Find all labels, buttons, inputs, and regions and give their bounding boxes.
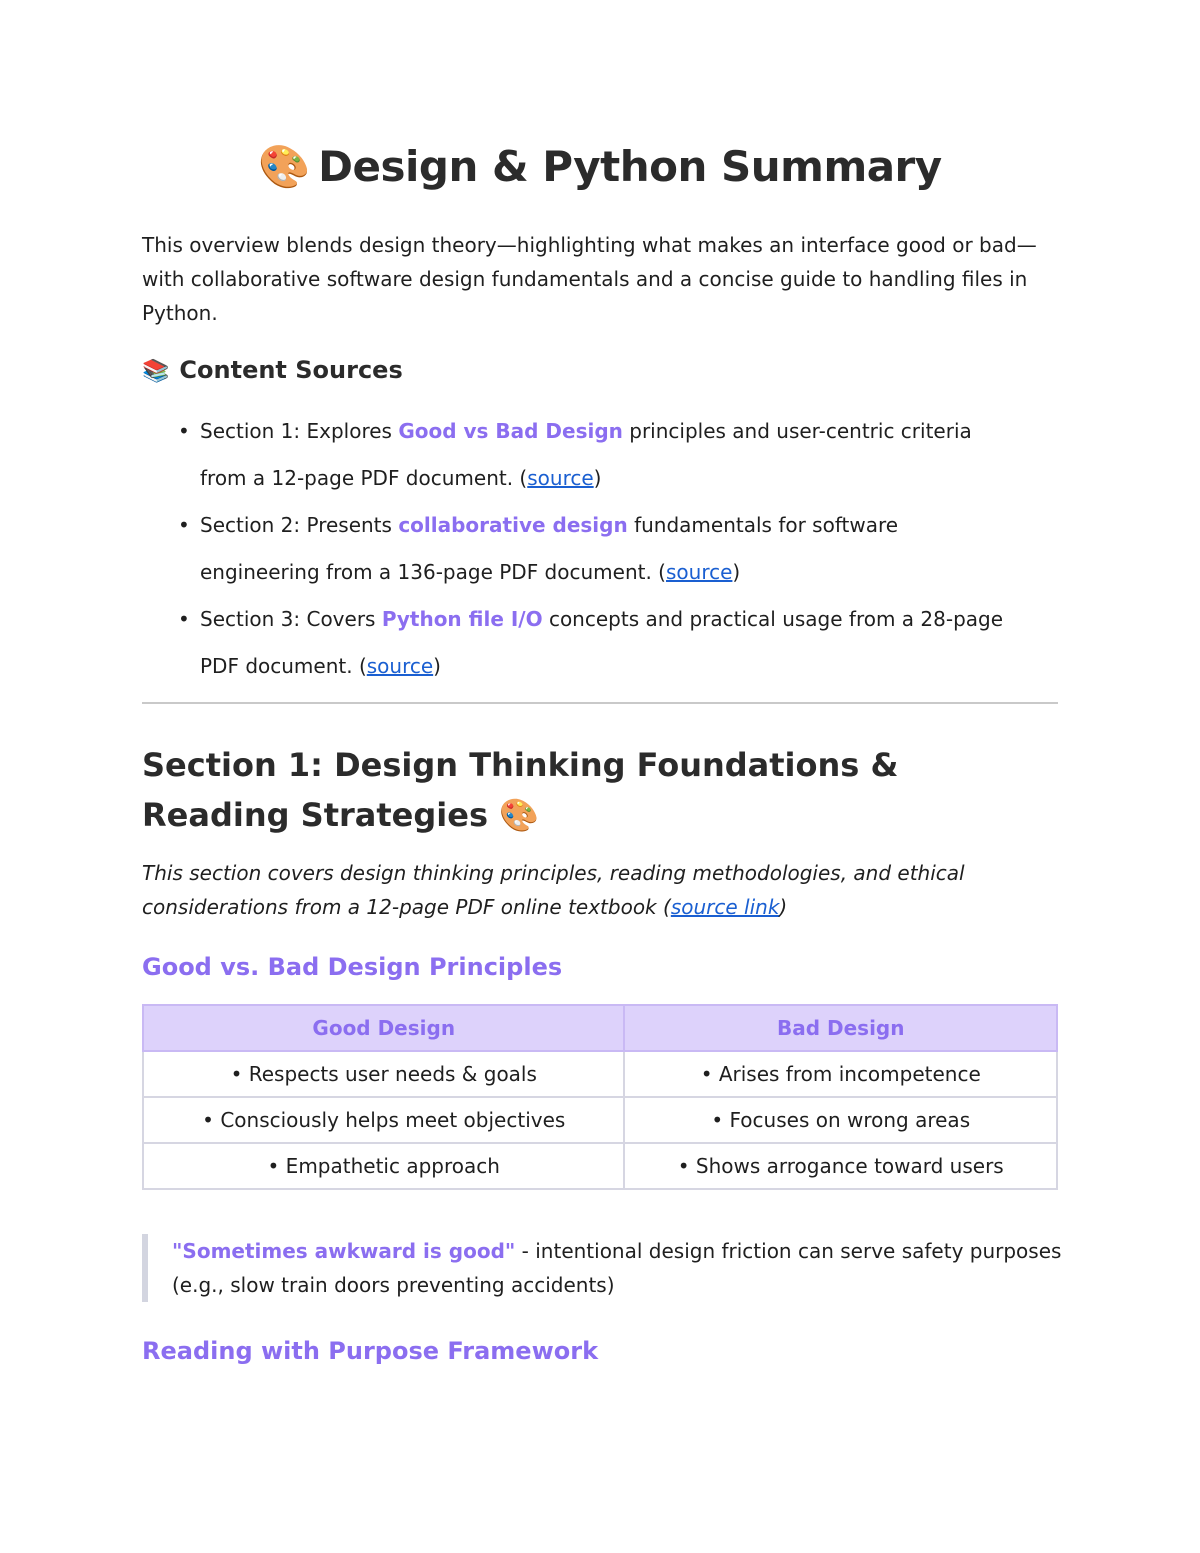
- section-1-description: [142, 856, 1058, 924]
- source-topic: Python file I/O: [381, 607, 543, 631]
- table-row: [143, 1051, 1057, 1097]
- table-row: [143, 1143, 1057, 1189]
- section-1-title: [142, 740, 1022, 840]
- source-item-suffix: ): [433, 654, 441, 678]
- table-cell: • Shows arrogance toward users: [624, 1143, 1057, 1189]
- table-row: [143, 1097, 1057, 1143]
- source-link[interactable]: source: [527, 466, 594, 490]
- source-item-3: [178, 596, 1018, 690]
- table-header-row: [143, 1005, 1057, 1051]
- content-sources-heading-text: Content Sources: [179, 356, 403, 384]
- quote-highlight: "Sometimes awkward is good": [172, 1239, 516, 1263]
- reading-framework-heading: Reading with Purpose Framework: [142, 1337, 599, 1365]
- table-cell: • Arises from incompetence: [624, 1051, 1057, 1097]
- source-item-prefix: Section 3: Covers: [200, 607, 382, 631]
- page-title: [142, 142, 1058, 192]
- source-item-suffix: ): [593, 466, 602, 490]
- table-cell: • Consciously helps meet objectives: [143, 1097, 624, 1143]
- section-1-title-text: Section 1: Design Thinking Foundations & Reading Strategies: [142, 746, 899, 834]
- source-item-suffix: ): [732, 560, 741, 584]
- table-header-good: Good Design: [143, 1005, 624, 1051]
- intro-paragraph: This overview blends design theory—highlighting what makes an interface good or bad—with collaborative software design fundamentals and a concise guide to handling files in Python.: [142, 233, 1037, 325]
- source-link[interactable]: source: [366, 654, 434, 678]
- horizontal-divider: [142, 702, 1058, 704]
- source-topic: collaborative design: [398, 513, 628, 537]
- source-link[interactable]: source link: [670, 895, 780, 919]
- palette-icon: 🎨: [499, 796, 539, 834]
- source-item-1: [178, 408, 1018, 502]
- source-item-text: principles and user-centric criteria from a 12-page PDF document. (: [200, 419, 972, 490]
- source-item-text: concepts and practical usage from a 28-page PDF document. (: [200, 607, 1004, 678]
- source-topic: Good vs Bad Design: [398, 419, 623, 443]
- awkward-design-quote: [142, 1234, 1082, 1302]
- sources-list: [178, 408, 1018, 690]
- table-cell: • Respects user needs & goals: [143, 1051, 624, 1097]
- source-item-prefix: Section 1: Explores: [200, 419, 399, 443]
- source-item-text: fundamentals for software engineering from a 136-page PDF document. (: [200, 513, 899, 584]
- table-header-bad: Bad Design: [624, 1005, 1057, 1051]
- quote-text: - intentional design friction can serve safety purposes (e.g., slow train doors preventing accidents): [172, 1239, 1062, 1297]
- palette-icon: 🎨: [258, 142, 311, 191]
- table-cell: • Empathetic approach: [143, 1143, 624, 1189]
- books-icon: 📚: [142, 359, 170, 384]
- table-cell: • Focuses on wrong areas: [624, 1097, 1057, 1143]
- source-item-2: [178, 502, 1018, 596]
- section-1-description-suffix: ): [779, 895, 788, 919]
- section-1-description-text: This section covers design thinking principles, reading methodologies, and ethical considerations from a 12-page PDF online textbook (: [142, 861, 965, 919]
- source-item-prefix: Section 2: Presents: [200, 513, 399, 537]
- source-link[interactable]: source: [666, 560, 733, 584]
- page-title-text: Design & Python Summary: [318, 142, 942, 191]
- good-vs-bad-heading: Good vs. Bad Design Principles: [142, 953, 563, 981]
- content-sources-heading: [142, 356, 403, 384]
- design-principles-table: [142, 1004, 1058, 1190]
